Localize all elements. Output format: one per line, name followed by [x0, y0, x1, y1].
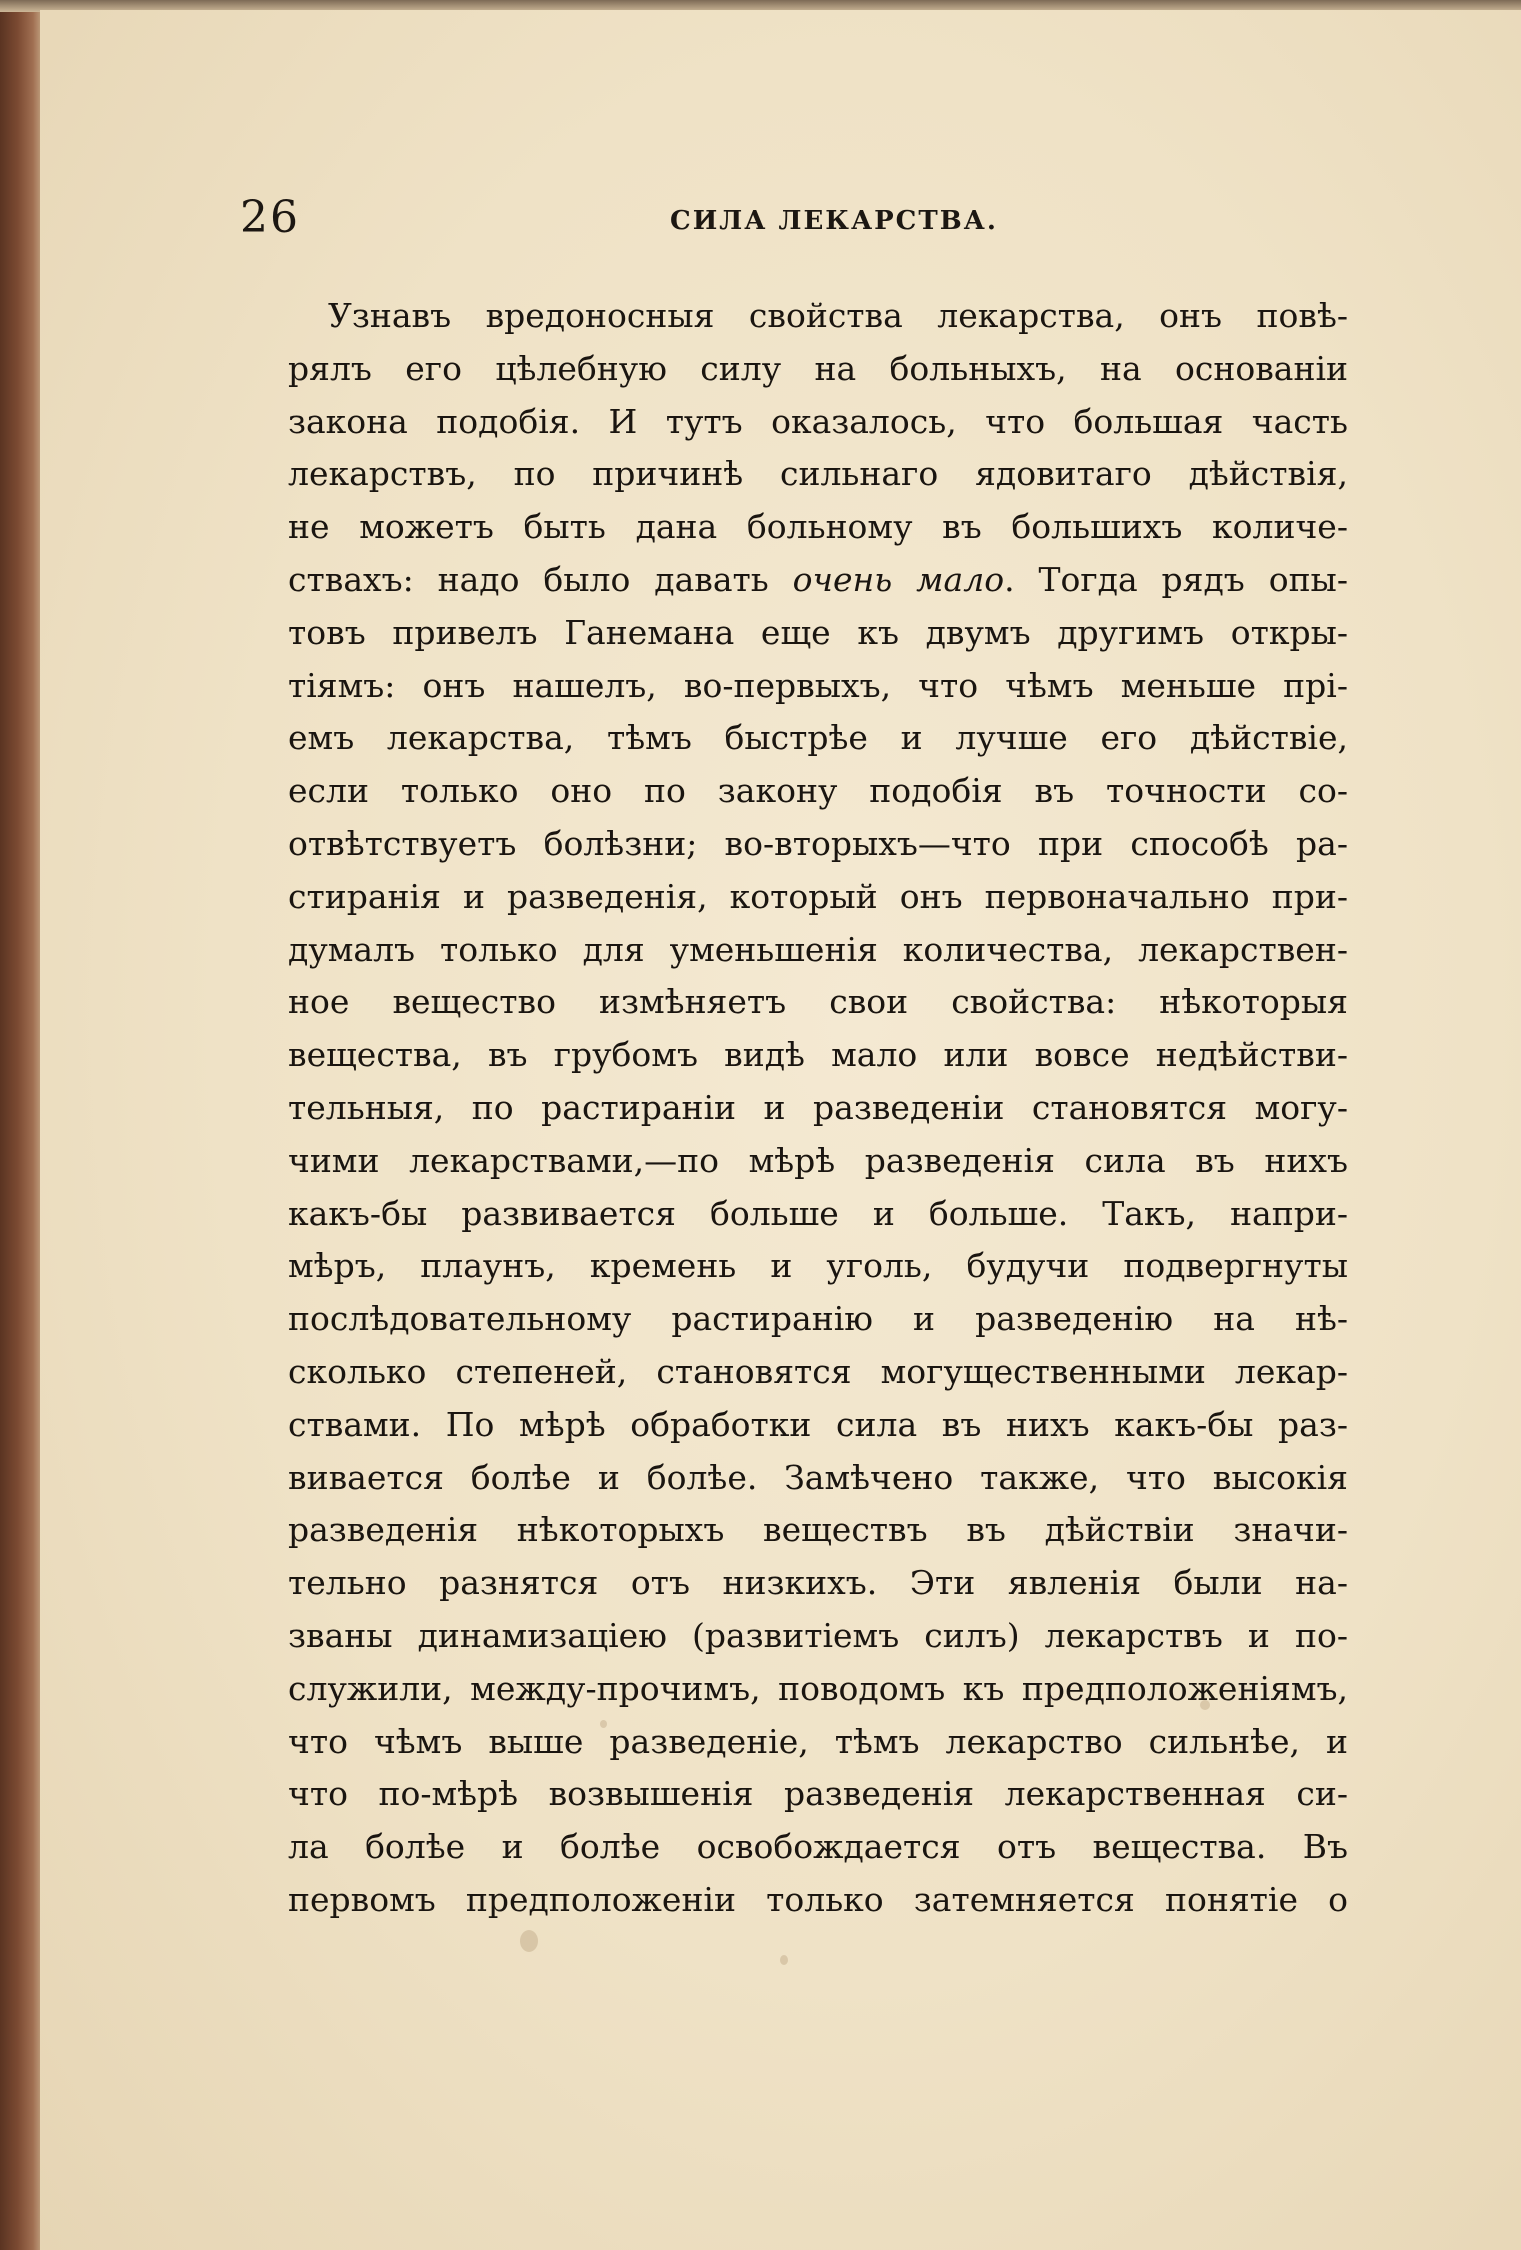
paper-stain	[520, 1930, 538, 1952]
text-line: чими лекарствами,—по мѣрѣ разведенія сила въ нихъ	[288, 1140, 1348, 1180]
text-fragment: ствахъ: надо было давать	[288, 559, 769, 599]
text-line: ное вещество измѣняетъ свои свойства: нѣкоторыя	[288, 982, 1348, 1022]
text-line: ствами. По мѣрѣ обработки сила въ нихъ какъ-бы раз-	[288, 1404, 1348, 1444]
text-line: тельно разнятся отъ низкихъ. Эти явленія были на-	[288, 1563, 1348, 1603]
text-line: что по-мѣрѣ возвышенія разведенія лекарственная си-	[288, 1774, 1348, 1814]
paper-stain	[780, 1955, 788, 1965]
text-line: сколько степеней, становятся могущественными лекар-	[288, 1351, 1348, 1391]
text-line: какъ-бы развивается больше и больше. Такъ, напри-	[288, 1193, 1348, 1233]
text-line: Узнавъ вредоносныя свойства лекарства, онъ повѣ-	[328, 296, 1348, 335]
text-line: думалъ только для уменьшенія количества, лекарствен-	[288, 929, 1348, 969]
running-title: СИЛА ЛЕКАРСТВА.	[670, 206, 998, 236]
text-line: тельныя, по растираніи и разведеніи становятся могу-	[288, 1087, 1348, 1127]
text-line: что чѣмъ выше разведеніе, тѣмъ лекарство сильнѣе, и	[288, 1721, 1348, 1761]
book-spine-edge	[0, 0, 44, 2250]
page-header	[240, 192, 1360, 252]
text-line: мѣръ, плаунъ, кремень и уголь, будучи подвергнуты	[288, 1246, 1348, 1286]
text-line: первомъ предположеніи только затемняется понятіе о	[288, 1879, 1348, 1919]
text-line: емъ лекарства, тѣмъ быстрѣе и лучше его дѣйствіе,	[288, 718, 1348, 758]
text-line: вивается болѣе и болѣе. Замѣчено также, что высокія	[288, 1457, 1348, 1497]
text-line: закона подобія. И тутъ оказалось, что большая часть	[288, 401, 1348, 441]
text-line: лекарствъ, по причинѣ сильнаго ядовитаго дѣйствія,	[288, 454, 1348, 494]
text-line: стиранія и разведенія, который онъ первоначально при-	[288, 876, 1348, 916]
text-line: вещества, въ грубомъ видѣ мало или вовсе недѣйстви-	[288, 1035, 1348, 1075]
text-line: если только оно по закону подобія въ точности со-	[288, 771, 1348, 811]
text-fragment: . Тогда рядъ опы-	[1004, 559, 1348, 599]
text-line: не можетъ быть дана больному въ большихъ количе-	[288, 507, 1348, 547]
text-line-with-emphasis	[288, 554, 1348, 607]
body-text	[288, 290, 1348, 1927]
text-line: послѣдовательному растиранію и разведенію на нѣ-	[288, 1299, 1348, 1339]
text-line: званы динамизаціею (развитіемъ силъ) лекарствъ и по-	[288, 1615, 1348, 1655]
text-line: отвѣтствуетъ болѣзни; во-вторыхъ—что при способѣ ра-	[288, 823, 1348, 863]
page-number: 26	[240, 192, 300, 243]
text-line: разведенія нѣкоторыхъ веществъ въ дѣйствіи значи-	[288, 1510, 1348, 1550]
text-line: служили, между-прочимъ, поводомъ къ предположеніямъ,	[288, 1668, 1348, 1708]
text-line: ла болѣе и болѣе освобождается отъ вещества. Въ	[288, 1827, 1348, 1867]
text-line: товъ привелъ Ганемана еще къ двумъ другимъ откры-	[288, 612, 1348, 652]
emphasis-text: очень мало	[792, 559, 1005, 599]
text-line: рялъ его цѣлебную силу на больныхъ, на основаніи	[288, 348, 1348, 388]
text-line: тіямъ: онъ нашелъ, во-первыхъ, что чѣмъ меньше прі-	[288, 665, 1348, 705]
